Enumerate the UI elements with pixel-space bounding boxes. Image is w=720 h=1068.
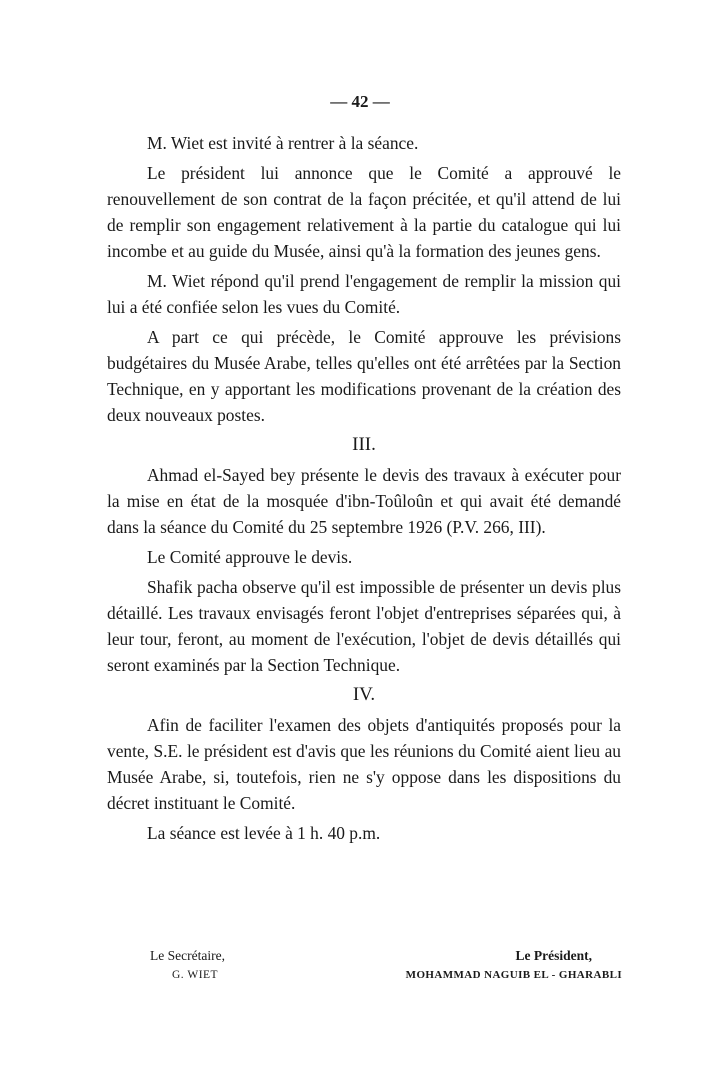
president-signature [362, 947, 622, 985]
paragraph: A part ce qui précède, le Comité approuve les prévisions budgétaires du Musée Arabe, telles qu'elles ont été arrêtées par la Section Technique, en y apportant les modifications provenant de la création des deux nouveaux postes. [107, 327, 621, 425]
president-title: Le Président, [515, 948, 592, 963]
page-number: — 42 — [330, 92, 390, 111]
paragraph: Afin de faciliter l'examen des objets d'antiquités proposés pour la vente, S.E. le président est d'avis que les réunions du Comité aient lieu au Musée Arabe, si, toutefois, rien ne s'y oppose dans les dispositions du décret instituant le Comité. [107, 715, 621, 813]
document-body [107, 130, 621, 850]
secretary-name: G. WIET [172, 969, 219, 981]
section-heading-iv: IV. [352, 684, 376, 705]
paragraph: Le Comité approuve le devis. [147, 547, 353, 567]
paragraph: M. Wiet répond qu'il prend l'engagement de remplir la mission qui lui a été confiée selon les vues du Comité. [107, 271, 621, 317]
paragraph: La séance est levée à 1 h. 40 p.m. [147, 823, 381, 843]
paragraph: M. Wiet est invité à rentrer à la séance. [147, 133, 419, 153]
secretary-signature [150, 947, 350, 985]
secretary-title: Le Secrétaire, [150, 948, 225, 963]
paragraph: Ahmad el-Sayed bey présente le devis des travaux à exécuter pour la mise en état de la mosquée d'ibn-Toûloûn et qui avait été demandé dans la séance du Comité du 25 septembre 1926 (P.V. 266, III). [107, 465, 621, 537]
paragraph: Shafik pacha observe qu'il est impossible de présenter un devis plus détaillé. Les travaux envisagés feront l'objet d'entreprises séparées qui, à leur tour, feront, au moment de l'exécution, l'objet de devis détaillés qui seront examinés par la Section Technique. [107, 577, 621, 675]
paragraph: Le président lui annonce que le Comité a approuvé le renouvellement de son contrat de la façon précitée, et qu'il attend de lui de remplir son engagement relativement à la partie du catalogue qui lui incombe et au guide du Musée, ainsi qu'à la formation des jeunes gens. [107, 163, 621, 261]
president-name: MOHAMMAD NAGUIB EL - GHARABLI [405, 969, 622, 981]
section-heading-iii: III. [352, 434, 376, 455]
